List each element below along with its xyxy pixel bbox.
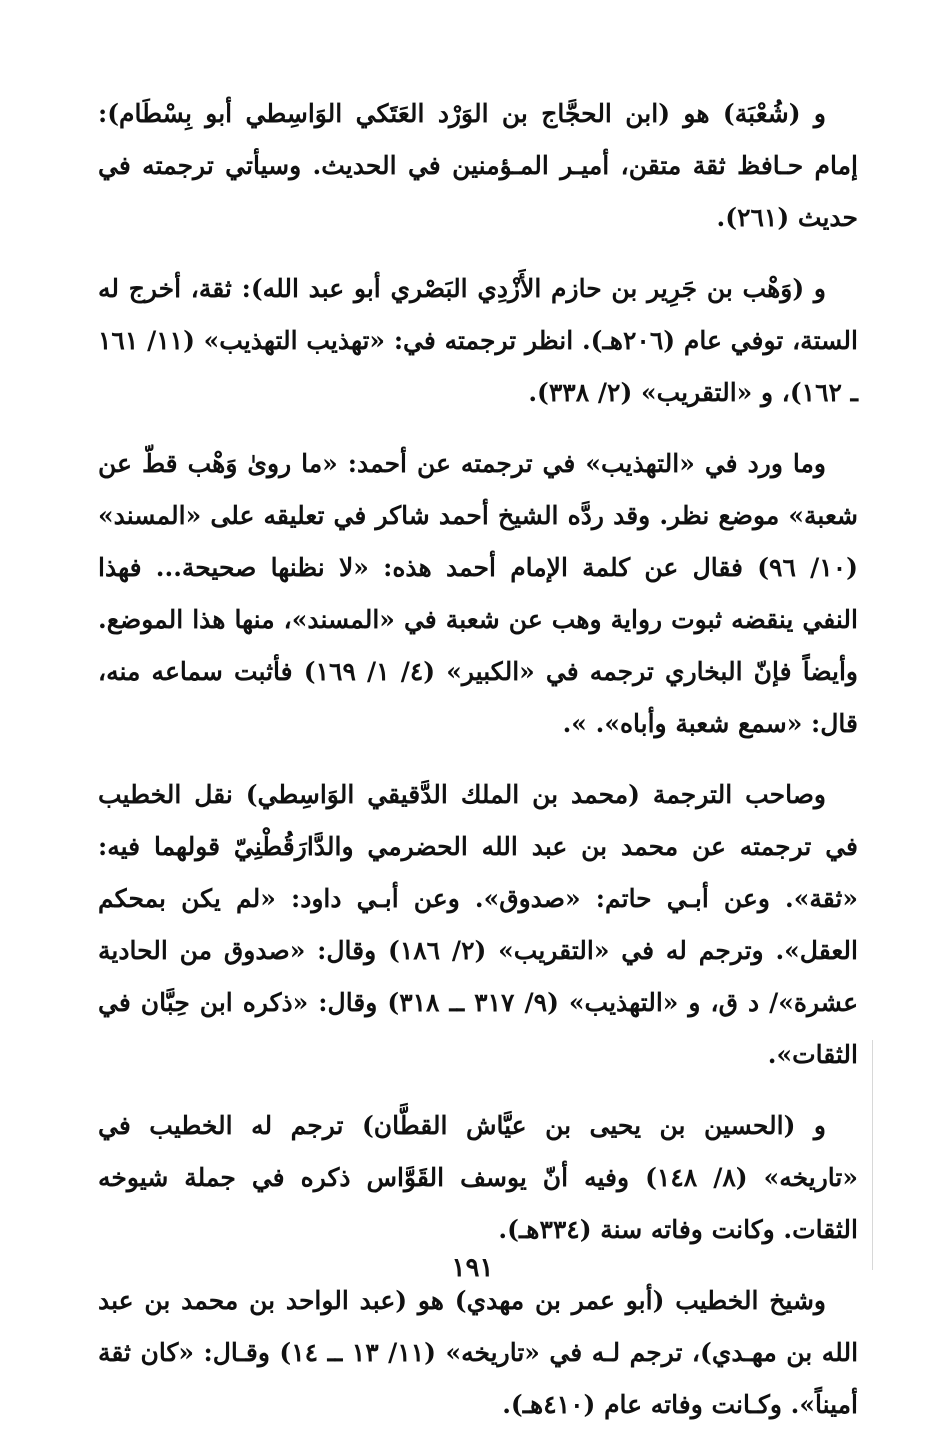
paragraph-tahdhib-note: وما ورد في «التهذيب» في ترجمته عن أحمد: «ما روىٰ وَهْب قطّ عن شعبة» موضع نظر. وقد ردَّه الشيخ أحمد شاكر في تعليقه على «المسند» (١٠/ ٩٦) فقال عن كلمة الإمام أحمد هذه: «لا نظنها صحيحة... فهذا النفي ينقضه ثبوت رواية وهب عن شعبة في «المسند»، منها هذا الموضع. وأيضاً فإنّ البخاري ترجمه في «الكبير» (٤/ ١/ ١٦٩) فأثبت سماعه منه، قال: «سمع شعبة وأباه». ».	[98, 449, 858, 738]
page-body	[98, 88, 858, 1450]
paragraph-daqiqi: وصاحب الترجمة (محمد بن الملك الدَّقيقي الوَاسِطي) نقل الخطيب في ترجمته عن محمد بن عبد الله الحضرمي والدَّارَقُطْنِيّ قولهما فيه: «ثقة». وعن أبـي حاتم: «صدوق». وعن أبـي داود: «لم يكن بمحكم العقل». وترجم له في «التقريب» (٢/ ١٨٦) وقال: «صدوق من الحادية عشرة»/ د ق، و «التهذيب» (٩/ ٣١٧ ــ ٣١٨) وقال: «ذكره ابن حِبَّان في الثقات».	[98, 780, 859, 1069]
scan-edge-line	[872, 1040, 873, 1270]
paragraph-wahb: و (وَهْب بن جَرِير بن حازم الأَزْدِي البَصْري أبو عبد الله): ثقة، أخرج له الستة، توفي عام (٢٠٦هـ). انظر ترجمته في: «تهذيب التهذيب» (١١/ ١٦١ ـ ١٦٢)، و «التقريب» (٢/ ٣٣٨).	[98, 274, 858, 407]
paragraph-ibn-mahdi: وشيخ الخطيب (أبو عمر بن مهدي) هو (عبد الواحد بن محمد بن عبد الله بن مهـدي)، ترجم لـه في «تاريخه» (١١/ ١٣ ــ ١٤) وقـال: «كان ثقة أميناً». وكـانت وفاته عام (٤١٠هـ).	[98, 1286, 859, 1419]
paragraph-shuba: و (شُعْبَة) هو (ابن الحجَّاج بن الوَرْد العَتَكي الوَاسِطي أبو بِسْطَام): إمام حـافظ ثقة متقن، أميـر المـؤمنين في الحديث. وسيأتي ترجمته في حديث (٢٦١).	[98, 99, 858, 232]
paragraph-qattan: و (الحسين بن يحيى بن عيَّاش القطَّان) ترجم له الخطيب في «تاريخه» (٨/ ١٤٨) وفيه أنّ يوسف القَوَّاس ذكره في جملة شيوخه الثقات. وكانت وفاته سنة (٣٣٤هـ).	[98, 1111, 858, 1244]
page-number: ١٩١	[451, 1253, 494, 1283]
